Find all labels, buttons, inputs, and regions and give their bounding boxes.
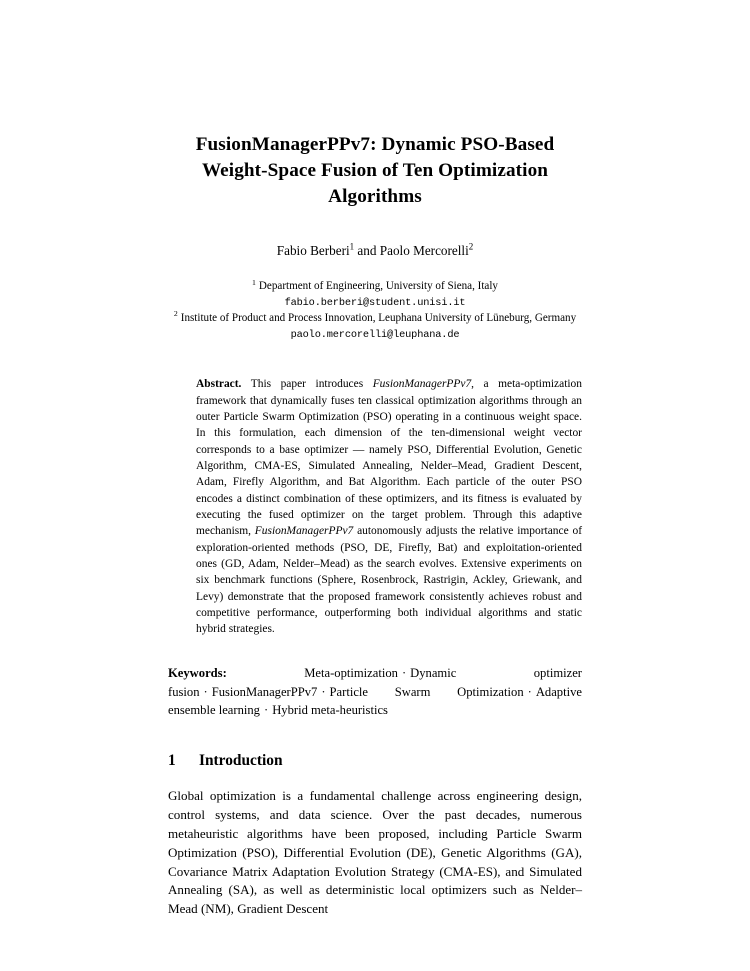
keyword-item: FusionManagerPPv7 [211,684,318,699]
keyword-item: Dynamic optimizer fusion [168,666,582,699]
affiliation-org-1: Department of Engineering, University of Siena, Italy [258,280,498,293]
section-heading-introduction [168,752,582,770]
author-list [168,242,582,259]
email-link-2[interactable]: paolo.mercorelli@leuphana.de [290,328,460,341]
abstract-text-part2: , a meta-optimization framework that dynamically fuses ten classical optimization algorithms through an outer Particle Swarm Optimization (PSO) operating in a continuous weight space. In this formulation, each dimension of the ten-dimensional weight vector corresponds to a base optimizer — namely PSO, Differential Evolution, Genetic Algorithm, CMA-ES, Simulated Annealing, Nelder–Mead, Gradient Descent, Adam, Firefly Algorithm, and Bat Algorithm. Each particle of the outer PSO encodes a distinct combination of these optimizers, and its fitness is evaluated by executing the fused optimizer on the target problem. Through this adaptive mechanism, [196,378,582,538]
author-name-2: Paolo Mercorelli [379,243,469,259]
abstract-label: Abstract. [196,378,242,391]
content-column [168,0,582,932]
keyword-separator: · [263,702,269,717]
abstract-emphasis-1: FusionManagerPPv7 [372,378,472,391]
affiliation-org-2: Institute of Product and Process Innovation, Leuphana University of Lüneburg, Germany [180,311,577,324]
author-name-1: Fabio Berberi [276,243,350,259]
email-link-1[interactable]: fabio.berberi@student.unisi.it [284,297,466,310]
section-title: Introduction [199,752,283,770]
affiliation-mark-1: 1 [252,277,256,287]
keywords-label: Keywords: [168,666,227,681]
affiliation-email-line-2 [168,327,582,343]
abstract-block [196,376,582,637]
affiliation-list [168,279,582,342]
keyword-separator: · [203,684,208,699]
author-conjunction: and [354,243,380,259]
keyword-separator: · [401,666,407,681]
abstract-text-part3: autonomously adjusts the relative importance of exploration-oriented methods (PSO, DE, Firefly, Bat) and exploitation-oriented ones (GD, Adam, Nelder–Mead) as the search evolves. Extensive experiments on six benchmark functions (Sphere, Rosenbrock, Rastrigin, Ackley, Griewank, and Levy) demonstrate that the proposed framework consistently achieves robust and competitive performance, outperforming both individual algorithms and static hybrid strategies. [196,525,582,636]
abstract-emphasis-2: FusionManagerPPv7 [254,525,354,538]
keyword-item: Particle Swarm Optimization [329,684,524,699]
affiliation-email-line-1 [168,295,582,311]
keywords-block [168,664,582,719]
section-number: 1 [168,752,176,770]
abstract-text-part1: This paper introduces [241,378,373,391]
keyword-separator: · [527,684,532,699]
keyword-separator: · [321,684,326,699]
section-paragraph-introduction: Global optimization is a fundamental challenge across engineering design, control systems, and data science. Over the past decades, numerous metaheuristic algorithms have been proposed, including Particle Swarm Optimization (PSO), Differential Evolution (DE), Genetic Algorithms (GA), Covariance Matrix Adaptation Evolution Strategy (CMA-ES), and Simulated Annealing (SA), as well as deterministic local optimizers such as Nelder–Mead (NM), Gradient Descent [168,788,582,917]
keyword-item: Meta-optimization [304,666,398,681]
keyword-item: Adaptive ensemble learning [168,684,582,717]
author-affil-mark-2: 2 [468,241,474,252]
affiliation-1 [168,279,582,295]
affiliation-2 [168,311,582,327]
keyword-item: Hybrid meta-heuristics [272,702,388,717]
page-title: FusionManagerPPv7: Dynamic PSO-Based Weight-Space Fusion of Ten Optimization Algorithms [195,134,555,208]
affiliation-mark-2: 2 [173,309,178,319]
author-affil-mark-1: 1 [349,241,355,252]
